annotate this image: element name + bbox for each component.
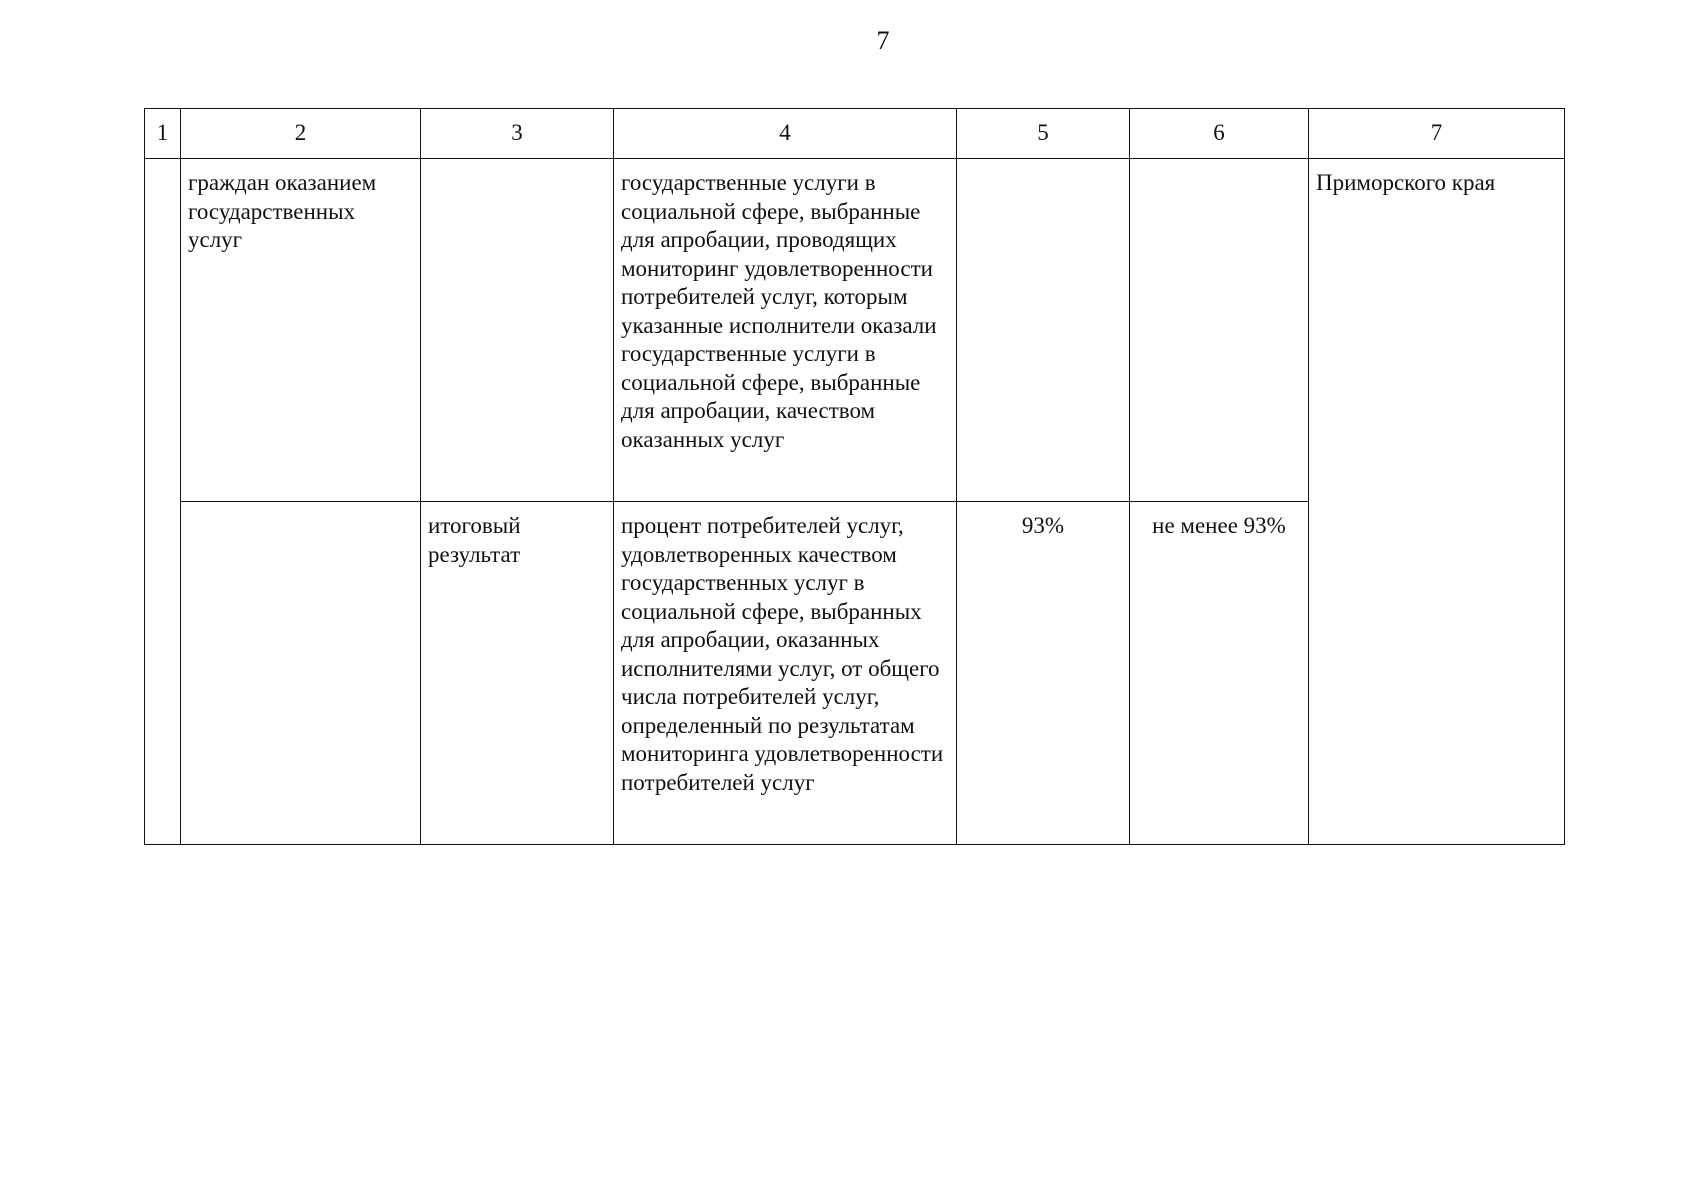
column-header-5: 5 bbox=[957, 109, 1130, 159]
row-number-cell bbox=[145, 159, 181, 845]
value-cell: 93% bbox=[957, 502, 1130, 845]
result-type-cell: итоговый результат bbox=[421, 502, 614, 845]
goal-cell bbox=[181, 502, 421, 845]
target-value-cell bbox=[1130, 159, 1309, 502]
column-header-1: 1 bbox=[145, 109, 181, 159]
target-value-cell: не менее 93% bbox=[1130, 502, 1309, 845]
value-cell bbox=[957, 159, 1130, 502]
indicator-description-cell: государственные услуги в социальной сфере, выбранные для апробации, проводящих мониторинг удовлетворенности потребителей услуг, которым указанные исполнители оказали государственные услуги в социальной сфере, выбранные для апробации, качеством оказанных услуг bbox=[614, 159, 957, 502]
result-type-cell bbox=[421, 159, 614, 502]
column-header-2: 2 bbox=[181, 109, 421, 159]
indicator-description-cell: процент потребителей услуг, удовлетворенных качеством государственных услуг в социальной сфере, выбранных для апробации, оказанных исполнителями услуг, от общего числа потребителей услуг, определенный по результатам мониторинга удовлетворенности потребителей услуг bbox=[614, 502, 957, 845]
column-header-6: 6 bbox=[1130, 109, 1309, 159]
column-header-7: 7 bbox=[1309, 109, 1565, 159]
responsible-cell: Приморского края bbox=[1309, 159, 1565, 845]
table-row bbox=[145, 159, 1565, 502]
column-header-4: 4 bbox=[614, 109, 957, 159]
table-header-row bbox=[145, 109, 1565, 159]
results-table bbox=[144, 108, 1565, 845]
goal-cell: граждан оказанием государственных услуг bbox=[181, 159, 421, 502]
page-number: 7 bbox=[876, 26, 890, 55]
column-header-3: 3 bbox=[421, 109, 614, 159]
